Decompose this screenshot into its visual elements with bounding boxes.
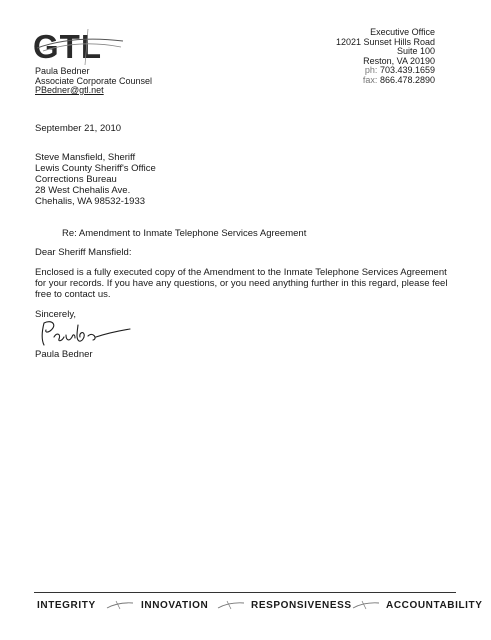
address-line: Suite 100 bbox=[396, 46, 435, 57]
footer-value: INTEGRITY bbox=[37, 600, 96, 611]
letter-date: September 21, 2010 bbox=[35, 123, 122, 134]
swoosh-divider-icon bbox=[352, 600, 380, 610]
footer-value: INNOVATION bbox=[141, 600, 209, 611]
company-logo bbox=[33, 27, 125, 67]
fax-number: 866.478.2890 bbox=[379, 74, 435, 85]
footer-value: RESPONSIVENESS bbox=[251, 600, 352, 611]
recipient-line: Steve Mansfield, Sheriff bbox=[35, 152, 136, 163]
sender-title: Associate Corporate Counsel bbox=[35, 75, 153, 86]
recipient-line: 28 West Chehalis Ave. bbox=[35, 185, 131, 196]
swoosh-divider-icon bbox=[217, 600, 245, 610]
sender-email-link[interactable]: PBedner@gtl.net bbox=[35, 85, 104, 95]
fax-label: fax: bbox=[362, 74, 378, 85]
address-line: Executive Office bbox=[370, 27, 435, 37]
recipient-line: Lewis County Sheriff's Office bbox=[35, 163, 156, 174]
phone-number: 703.439.1659 bbox=[379, 65, 435, 76]
body-paragraph: Enclosed is a fully executed copy of the Amendment to the Inmate Telephone Services Agreement for your records. If you have any questions, or you need anything further in this regard, please feel free to contact us. bbox=[35, 267, 448, 300]
recipient-line: Corrections Bureau bbox=[35, 174, 117, 185]
handwritten-signature bbox=[38, 317, 133, 349]
logo-text: GTL bbox=[33, 28, 102, 65]
recipient-address bbox=[35, 152, 156, 207]
office-address bbox=[336, 28, 435, 86]
footer-value: ACCOUNTABILITY bbox=[386, 600, 483, 611]
closing: Sincerely, bbox=[35, 309, 77, 320]
address-line: 12021 Sunset Hills Road bbox=[335, 36, 435, 47]
logo-swoosh-icon bbox=[33, 27, 125, 67]
phone-label: ph: bbox=[364, 65, 378, 76]
subject-line: Re: Amendment to Inmate Telephone Services Agreement bbox=[62, 228, 307, 239]
footer-values bbox=[34, 599, 483, 613]
footer-divider bbox=[34, 592, 456, 593]
salutation: Dear Sheriff Mansfield: bbox=[35, 247, 132, 258]
swoosh-divider-icon bbox=[106, 600, 134, 610]
sender-block bbox=[35, 67, 152, 96]
sender-name: Paula Bedner bbox=[35, 66, 90, 76]
address-line: Reston, VA 20190 bbox=[363, 55, 435, 66]
signer-name: Paula Bedner bbox=[35, 349, 93, 360]
recipient-line: Chehalis, WA 98532-1933 bbox=[35, 196, 146, 207]
fax-line bbox=[336, 76, 435, 86]
